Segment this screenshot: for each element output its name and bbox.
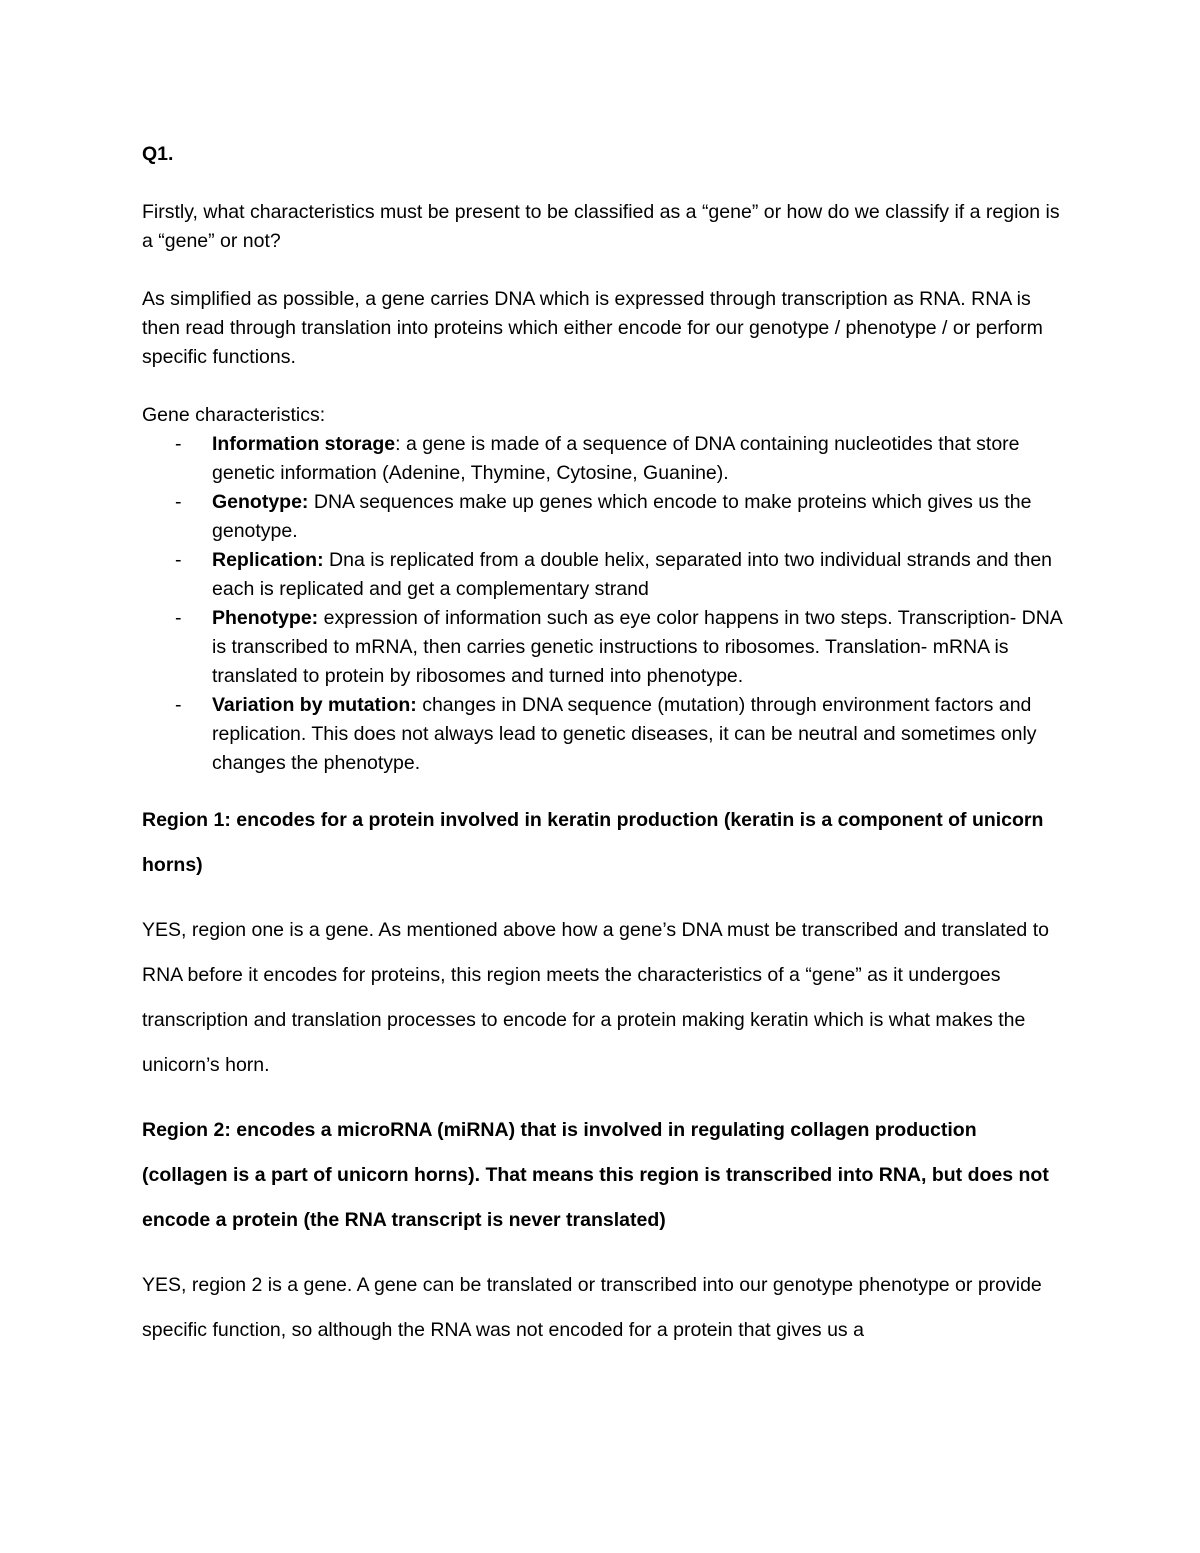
dash-bullet: - [175,491,182,513]
dash-bullet: - [175,549,182,571]
dash-bullet: - [175,433,182,455]
region-1-title: Region 1: encodes for a protein involved in keratin production (keratin is a component of unicorn horns) [142,809,1044,876]
dash-bullet: - [175,607,182,629]
term-label: Variation by mutation: [212,694,417,716]
gene-characteristics-list [142,430,1062,778]
term-description: : a gene is made of a sequence of DNA containing nucleotides that store genetic information (Adenine, Thymine, Cytosine, Guanine). [212,433,1020,484]
intro-answer: As simplified as possible, a gene carries DNA which is expressed through transcription as RNA. RNA is then read through translation into proteins which either encode for our genotype / phenotype / or perform specific functions. [142,288,1043,368]
term-description: changes in DNA sequence (mutation) through environment factors and replication. This does not always lead to genetic diseases, it can be neutral and sometimes only changes the phenotype. [212,694,1037,774]
list-item [142,488,1062,546]
term-label: Information storage [212,433,396,455]
list-item [142,691,1062,778]
list-item [142,604,1062,691]
list-item [142,430,1062,488]
intro-question: Firstly, what characteristics must be present to be classified as a “gene” or how do we classify if a region is a “gene” or not? [142,201,1060,252]
term-label: Phenotype: [212,607,319,629]
term-label: Replication: [212,549,324,571]
dash-bullet: - [175,694,182,716]
region-2-title: Region 2: encodes a microRNA (miRNA) that is involved in regulating collagen production (collagen is a part of unicorn horns). That means this region is transcribed into RNA, but does not encode a protein (the RNA transcript is never translated) [142,1119,1049,1231]
list-item [142,546,1062,604]
document-body [142,140,1062,1353]
region-1-answer: YES, region one is a gene. As mentioned above how a gene’s DNA must be transcribed and translated to RNA before it encodes for proteins, this region meets the characteristics of a “gene” as it undergoes transcription and translation processes to encode for a protein making keratin which is what makes the unicorn’s horn. [142,919,1049,1076]
term-description: Dna is replicated from a double helix, separated into two individual strands and then each is replicated and get a complementary strand [212,549,1053,600]
term-description: expression of information such as eye color happens in two steps. Transcription- DNA is transcribed to mRNA, then carries genetic instructions to ribosomes. Translation- mRNA is translated to protein by ribosomes and turned into phenotype. [212,607,1062,687]
term-label: Genotype: [212,491,309,513]
term-description: DNA sequences make up genes which encode to make proteins which gives us the genotype. [212,491,1032,542]
region-2-answer: YES, region 2 is a gene. A gene can be translated or transcribed into our genotype phenotype or provide specific function, so although the RNA was not encoded for a protein that gives us a [142,1274,1042,1341]
gene-characteristics-label: Gene characteristics: [142,404,326,426]
question-label: Q1. [142,143,174,165]
